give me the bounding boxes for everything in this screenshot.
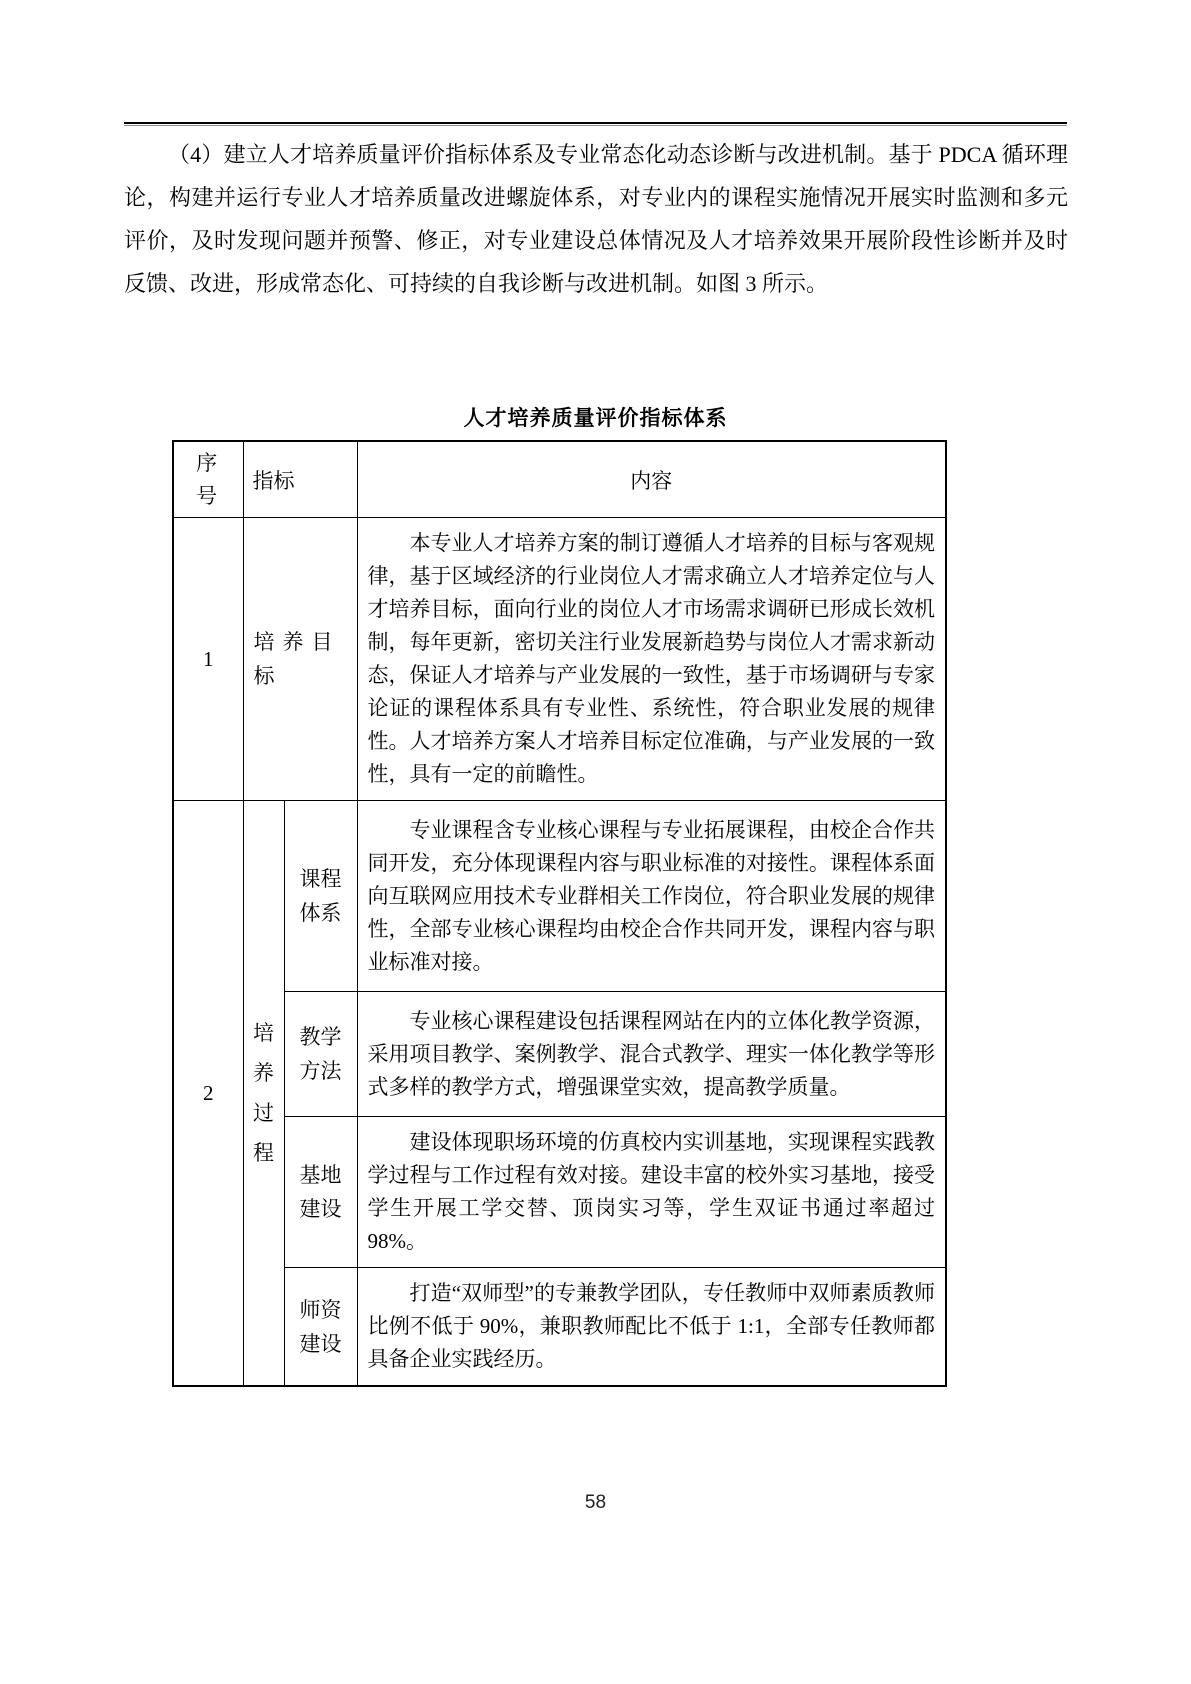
row-index-cell: 1 [173, 518, 243, 801]
table-row [173, 992, 946, 1117]
content-text: 专业课程含专业核心课程与专业拓展课程，由校企合作共同开发，充分体现课程内容与职业标准的对接性。课程体系面向互联网应用技术专业群相关工作岗位，符合职业发展的规律性，全部专业核心课程均由校企合作共同开发，课程内容与职业标准对接。 [367, 817, 935, 974]
sub-indicator-label: 课程体系 [299, 867, 342, 926]
table-title: 人才培养质量评价指标体系 [463, 406, 728, 430]
table-row [173, 1268, 946, 1387]
header-indicator-label: 指标 [252, 468, 295, 493]
content-text: 专业核心课程建设包括课程网站在内的立体化教学资源，采用项目教学、案例教学、混合式教学、理实一体化教学等形式多样的教学方式，增强课堂实效，提高教学质量。 [367, 1008, 935, 1099]
indicator-cell [243, 801, 284, 1387]
header-cell-index [173, 441, 243, 518]
body-paragraph: （4）建立人才培养质量评价指标体系及专业常态化动态诊断与改进机制。基于 PDCA 循环理论，构建并运行专业人才培养质量改进螺旋体系，对专业内的课程实施情况开展实时监测和多元评价，及时发现问题并预警、修正，对专业建设总体情况及人才培养效果开展阶段性诊断并及时反馈、改进，形成常态化、可持续的自我诊断与改进机制。如图 3 所示。 [124, 142, 1068, 296]
indicator-label: 培养目标 [253, 630, 333, 689]
evaluation-indicator-table [172, 440, 947, 1387]
content-cell [357, 992, 946, 1117]
row-index-cell: 2 [173, 801, 243, 1387]
content-cell [357, 801, 946, 992]
indicator-cell [243, 518, 357, 801]
sub-indicator-cell [284, 992, 357, 1117]
content-cell [357, 518, 946, 801]
content-text: 建设体现职场环境的仿真校内实训基地，实现课程实践教学过程与工作过程有效对接。建设丰富的校外实习基地，接受学生开展工学交替、顶岗实习等，学生双证书通过率超过 98%。 [367, 1130, 935, 1254]
table-row [173, 801, 946, 992]
sub-indicator-cell [284, 801, 357, 992]
table-row [173, 1117, 946, 1268]
content-cell [357, 1268, 946, 1387]
sub-indicator-cell [284, 1268, 357, 1387]
page-number: 58 [584, 1492, 607, 1513]
table-header-row [173, 441, 946, 518]
content-text: 打造“双师型”的专兼教学团队，专任教师中双师素质教师比例不低于 90%，兼职教师配比不低于 1:1，全部专任教师都具备企业实践经历。 [367, 1281, 935, 1372]
sub-indicator-cell [284, 1117, 357, 1268]
sub-indicator-label: 师资建设 [299, 1297, 342, 1356]
sub-indicator-label: 教学方法 [299, 1025, 342, 1084]
table-row [173, 518, 946, 801]
content-text: 本专业人才培养方案的制订遵循人才培养的目标与客观规律，基于区域经济的行业岗位人才需求确立人才培养定位与人才培养目标，面向行业的岗位人才市场需求调研已形成长效机制，每年更新，密切关注行业发展新趋势与岗位人才需求新动态，保证人才培养与产业发展的一致性，基于市场调研与专家论证的课程体系具有专业性、系统性，符合职业发展的规律性。人才培养方案人才培养目标定位准确，与产业发展的一致性，具有一定的前瞻性。 [367, 531, 935, 787]
header-content-label: 内容 [630, 468, 673, 493]
indicator-label: 培养过程 [253, 1021, 274, 1166]
header-cell-indicator [243, 441, 357, 518]
header-cell-content [357, 441, 946, 518]
header-index-label: 序号 [196, 451, 218, 508]
header-divider-rule [124, 122, 1067, 126]
sub-indicator-label: 基地建设 [299, 1163, 342, 1222]
content-cell [357, 1117, 946, 1268]
